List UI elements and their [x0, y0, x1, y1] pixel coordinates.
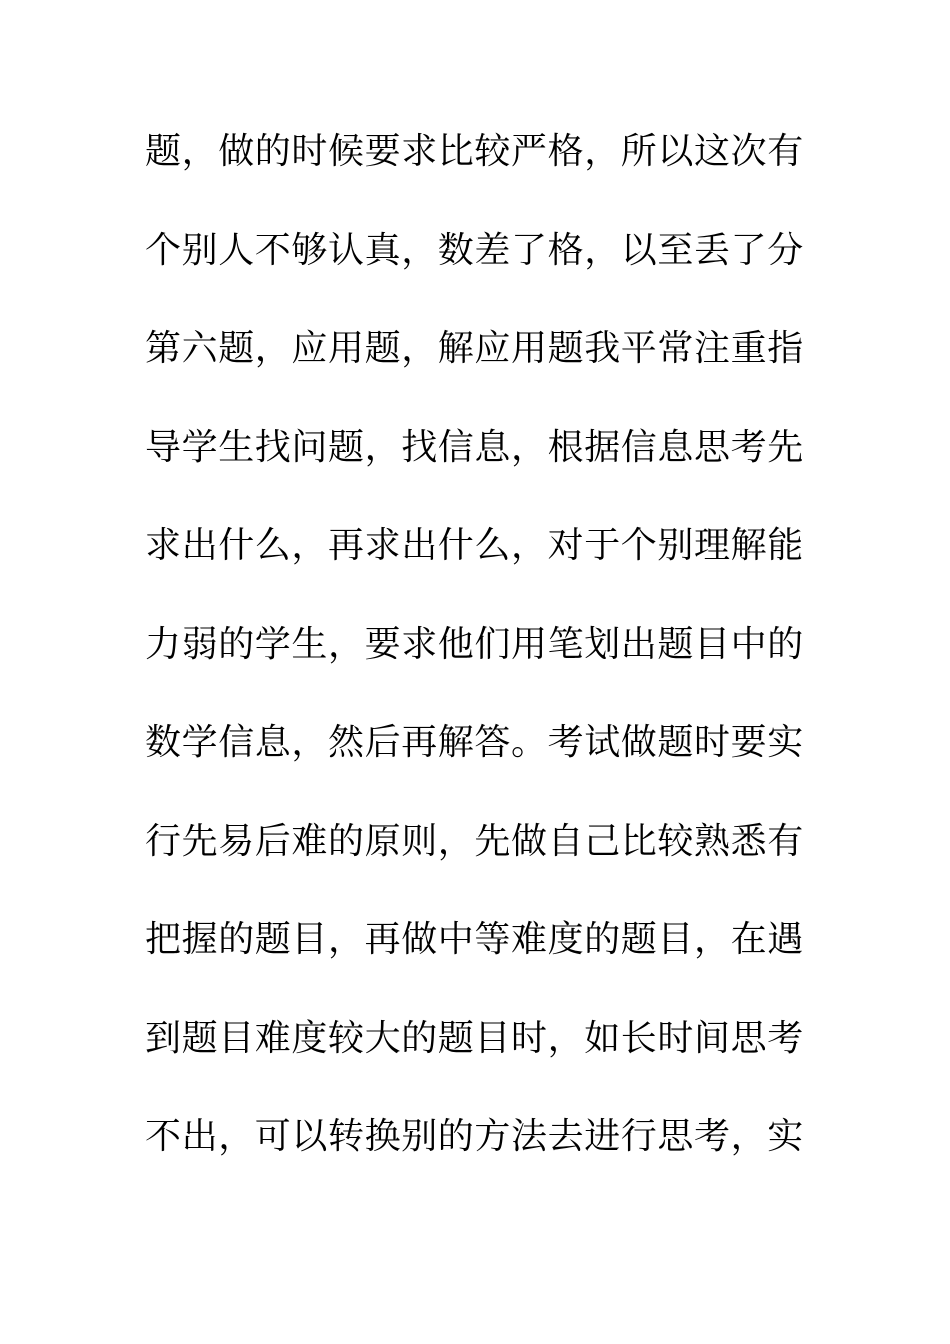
text-line: 到题目难度较大的题目时，如长时间思考	[145, 1017, 804, 1059]
body-text	[145, 124, 815, 1208]
text-line: 数学信息，然后再解答。考试做题时要实	[145, 722, 804, 763]
text-line: 把握的题目，再做中等难度的题目，在遇	[145, 919, 804, 960]
text-line: 第六题，应用题，解应用题我平常注重指	[145, 328, 804, 369]
text-line: 求出什么，再求出什么，对于个别理解能	[145, 525, 804, 566]
text-line: 个别人不够认真，数差了格，以至丢了分	[145, 229, 804, 271]
text-line: 导学生找问题，找信息，根据信息思考先	[145, 426, 804, 468]
text-line: 力弱的学生，要求他们用笔划出题目中的	[145, 623, 804, 665]
text-line: 题，做的时候要求比较严格，所以这次有	[145, 131, 804, 172]
text-line: 不出，可以转换别的方法去进行思考，实	[145, 1116, 804, 1157]
text-line: 行先易后难的原则，先做自己比较熟悉有	[145, 820, 804, 862]
